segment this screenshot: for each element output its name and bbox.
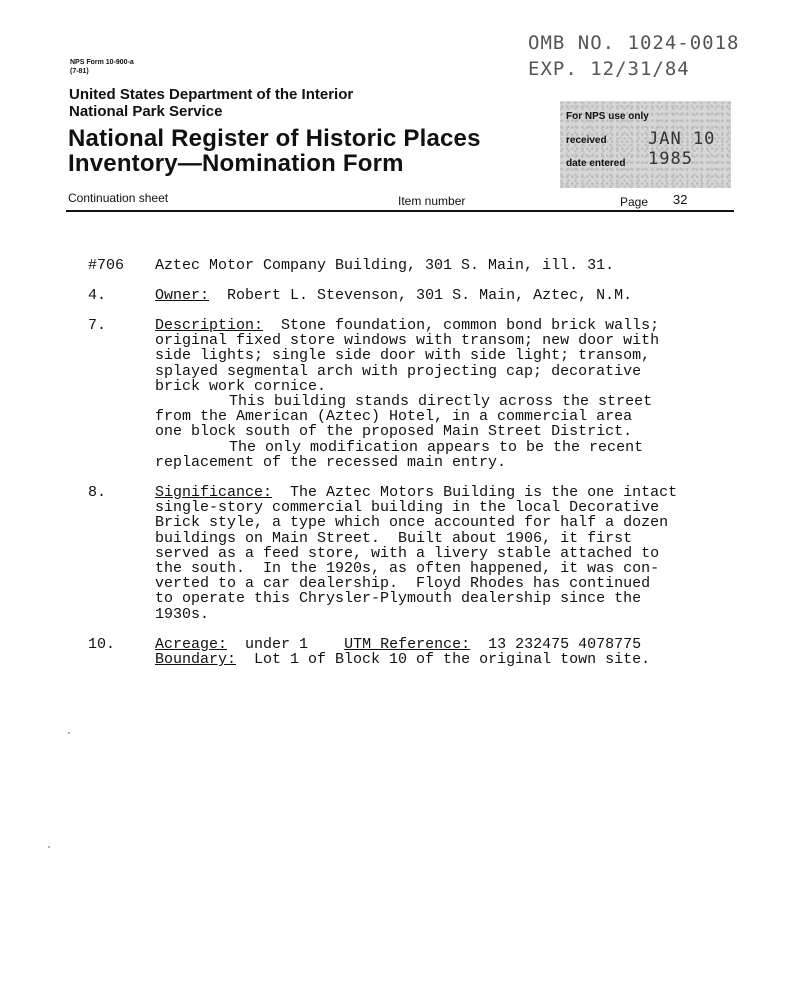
page-label: Page <box>620 195 649 209</box>
description-line: This building stands directly across the street <box>229 393 653 411</box>
significance-block <box>155 485 715 622</box>
significance-line: 1930s. <box>155 605 210 623</box>
significance-label: Significance: <box>155 484 273 501</box>
boundary-label: Boundary: <box>155 651 237 669</box>
form-title-line1: National Register of Historic Places <box>68 125 481 152</box>
acreage-block <box>155 637 715 667</box>
description-line: side lights; single side door with side light; transom, <box>155 347 651 365</box>
item-number-label: Item number <box>398 194 466 208</box>
significance-line: the south. In the 1920s, as often happened, it was con- <box>155 560 660 578</box>
entry-name: Aztec Motor Company Building, 301 S. Main, ill. 31. <box>155 257 615 274</box>
description-line: Description: Stone foundation, common bond brick walls; <box>155 317 660 334</box>
received-label: received <box>566 135 607 146</box>
significance-line: buildings on Main Street. Built about 1906, it first <box>155 529 633 547</box>
form-id: NPS Form 10-900-a <box>70 59 134 66</box>
significance-line: to operate this Chrysler-Plymouth dealership since the <box>155 590 642 608</box>
utm-value: 13 232475 4078775 <box>488 636 642 653</box>
significance-item-number: 8. <box>88 484 107 501</box>
significance-line: served as a feed store, with a livery stable attached to <box>155 544 660 562</box>
description-block <box>155 318 715 470</box>
description-line: replacement of the recessed main entry. <box>155 453 507 471</box>
acreage-item-number: 10. <box>88 636 116 653</box>
significance-line: single-story commercial building in the local Decorative <box>155 499 660 517</box>
description-line: original fixed store windows with transom; new door with <box>155 332 660 350</box>
description-line: splayed segmental arch with projecting cap; decorative <box>155 362 642 380</box>
significance-line: verted to a car dealership. Floyd Rhodes has continued <box>155 575 651 593</box>
department-name: United States Department of the Interior <box>69 86 354 103</box>
boundary-line <box>155 652 715 667</box>
acreage-line <box>155 637 715 652</box>
omb-number: OMB NO. 1024-0018 <box>528 32 740 54</box>
omb-expiry: EXP. 12/31/84 <box>528 58 690 80</box>
acreage-label: Acreage: <box>155 636 228 653</box>
received-date-stamp: JAN 10 1985 <box>648 129 716 169</box>
nps-use-only-box <box>560 101 731 188</box>
date-entered-label: date entered <box>566 158 626 169</box>
significance-line: Significance: The Aztec Motors Building is the one intact <box>155 484 678 501</box>
owner-label: Owner: <box>155 287 210 304</box>
entry-id: #706 <box>88 257 125 274</box>
service-name: National Park Service <box>69 103 223 120</box>
nps-use-label: For NPS use only <box>566 111 649 122</box>
description-line: brick work cornice. <box>155 377 327 395</box>
page-number: 32 <box>673 192 688 207</box>
description-line: one block south of the proposed Main Street District. <box>155 423 633 441</box>
boundary-value: Lot 1 of Block 10 of the original town site. <box>254 651 651 669</box>
acreage-value: under 1 <box>245 636 309 653</box>
owner-text: Robert L. Stevenson, 301 S. Main, Aztec, N.M. <box>227 287 633 304</box>
scan-speck <box>68 732 70 734</box>
scan-speck <box>48 846 50 848</box>
form-revision: (7-81) <box>70 68 89 75</box>
utm-label: UTM Reference: <box>344 636 471 653</box>
form-title-line2: Inventory—Nomination Form <box>68 150 404 177</box>
description-item-number: 7. <box>88 317 107 334</box>
description-line: The only modification appears to be the recent <box>229 438 644 456</box>
header-rule <box>66 210 734 212</box>
owner-item-number: 4. <box>88 287 107 304</box>
significance-line: Brick style, a type which once accounted for half a dozen <box>155 514 669 532</box>
description-label: Description: <box>155 317 264 334</box>
continuation-sheet-label: Continuation sheet <box>68 191 169 205</box>
description-line: from the American (Aztec) Hotel, in a commercial area <box>155 408 633 426</box>
owner-row <box>155 288 715 303</box>
